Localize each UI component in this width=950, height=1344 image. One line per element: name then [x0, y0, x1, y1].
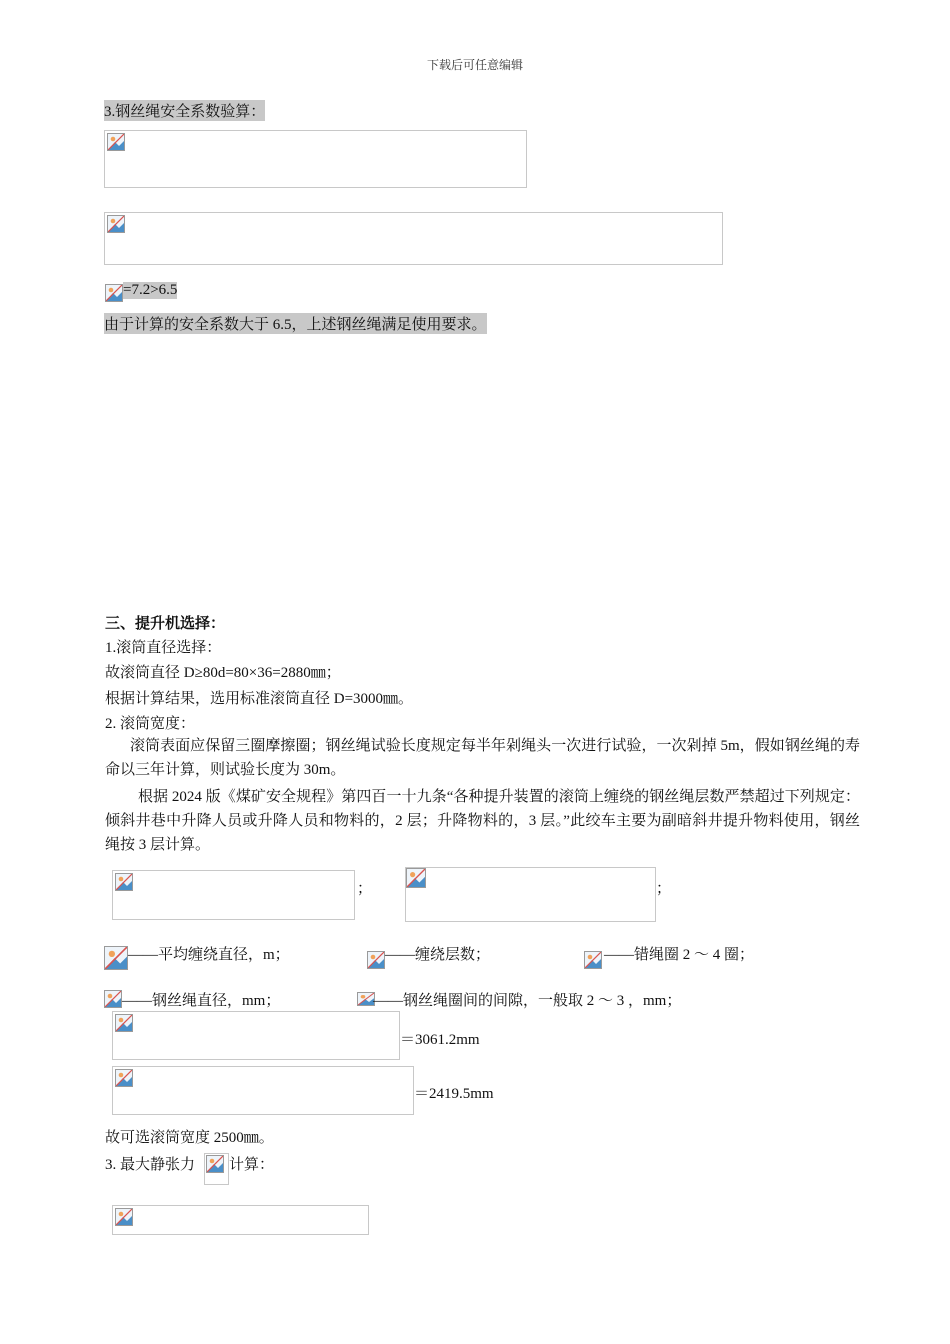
formula-image-box [112, 870, 355, 920]
broken-image-icon [115, 873, 133, 891]
def-offset-turns: ——错绳圈 2 ～ 4 圈； [604, 947, 755, 963]
formula-separator: ； [656, 881, 672, 897]
broken-image-icon [206, 1155, 224, 1173]
broken-image-icon [115, 1069, 133, 1087]
broken-image-icon [584, 951, 602, 969]
broken-image-icon [367, 951, 385, 969]
drum-width-title: 2. 滚筒宽度： [105, 716, 196, 732]
max-static-tension-title-pre: 3. 最大静张力 [105, 1157, 196, 1173]
drum-width-paragraph-2: 根据 2024 版《煤矿安全规程》第四百一十九条“各种提升装置的滚筒上缠绕的钢丝绳层数严禁超过下列规定：倾斜井巷中升降人员或升降人员和物料的，2 层；升降物料的，3 层。”此绞车主要为副暗斜井提升物料使用，钢丝绳按 3 层计算。 [105, 789, 860, 853]
drum-diameter-calc: 故滚筒直径 D≥80d=80×36=2880㎜； [105, 665, 341, 681]
broken-image-icon [406, 868, 426, 888]
broken-image-icon [105, 284, 123, 302]
formula-image-box [112, 1011, 400, 1060]
drum-width-conclusion: 故可选滚筒宽度 2500㎜。 [105, 1130, 274, 1146]
broken-image-icon [107, 133, 125, 151]
broken-image-icon [104, 990, 122, 1008]
formula-separator: ； [357, 881, 373, 897]
def-rope-gap: ——钢丝绳圈间的间隙，一般取 2 ～ 3 ，mm； [373, 993, 682, 1009]
equation-result-2: ＝2419.5mm [414, 1086, 494, 1102]
broken-image-icon [115, 1208, 133, 1226]
drum-width-paragraph-1: 滚筒表面应保留三圈摩擦圈；钢丝绳试验长度规定每半年剁绳头一次进行试验，一次剁掉 5m，假如钢丝绳的寿命以三年计算，则试验长度为 30m。 [105, 738, 860, 778]
formula-image-box [405, 867, 656, 922]
drum-diameter-result: 根据计算结果，选用标准滚筒直径 D=3000㎜。 [105, 691, 414, 707]
formula-image-box [112, 1066, 414, 1115]
formula-image-box [112, 1205, 369, 1235]
page-header: 下载后可任意编辑 [426, 58, 523, 72]
broken-image-icon [115, 1014, 133, 1032]
safety-factor-conclusion: 由于计算的安全系数大于 6.5，上述钢丝绳满足使用要求。 [104, 313, 487, 334]
broken-image-icon [104, 946, 128, 970]
inline-formula-box [204, 1153, 229, 1185]
formula-image-box [104, 212, 723, 265]
safety-factor-result: =7.2>6.5 [123, 282, 178, 298]
drum-diameter-title: 1.滚筒直径选择： [105, 640, 222, 656]
formula-image-box [104, 130, 527, 188]
section-heading-safety-factor: 3.钢丝绳安全系数验算： [104, 100, 265, 121]
max-static-tension-title-post: 计算： [229, 1157, 275, 1173]
equation-result-1: ＝3061.2mm [400, 1032, 480, 1048]
section-heading-hoist: 三、提升机选择： [105, 616, 226, 632]
def-average-diameter: ——平均缠绕直径，m； [128, 947, 290, 963]
def-rope-diameter: ——钢丝绳直径，mm； [122, 993, 281, 1009]
broken-image-icon [107, 215, 125, 233]
def-layers: ——缠绕层数； [385, 947, 491, 963]
